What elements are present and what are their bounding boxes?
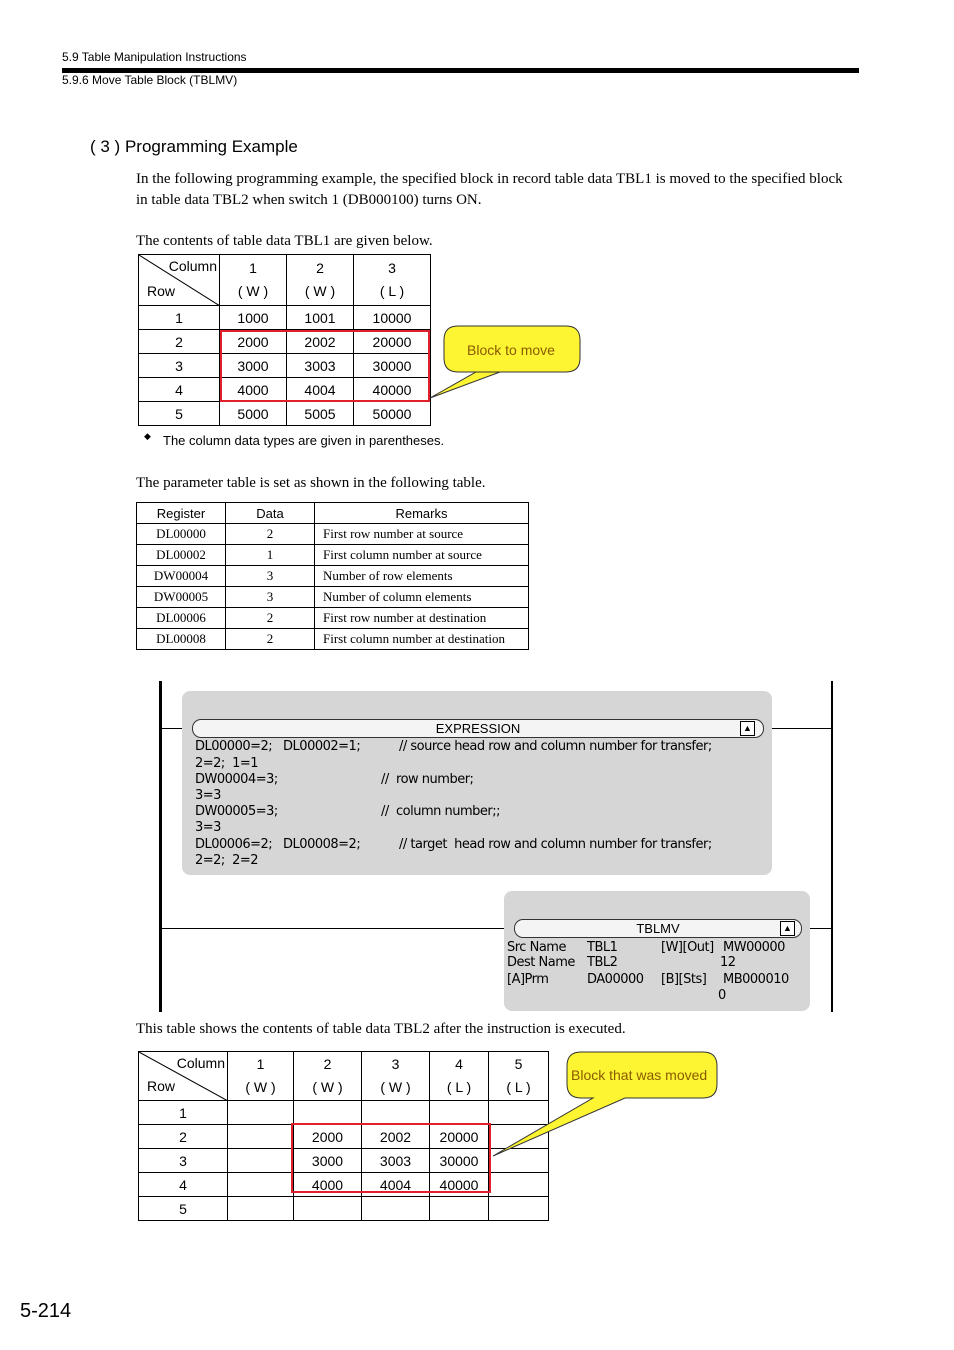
cell: 4004: [287, 378, 354, 402]
cell: 2002: [287, 330, 354, 354]
col-num: 5: [514, 1056, 523, 1072]
param-caption: The parameter table is set as shown in the following table.: [136, 475, 486, 491]
col-num: 2: [316, 260, 324, 276]
register: DL00002: [137, 545, 226, 566]
tbl2-col-header: [228, 1052, 294, 1101]
expr-comment: // column number;;: [381, 804, 501, 819]
row-label: 3: [139, 1149, 228, 1173]
tblmv-block[interactable]: [504, 891, 810, 1011]
tbl2-col-header: [362, 1052, 430, 1101]
remarks: Number of column elements: [315, 587, 529, 608]
moved-block-highlight: [291, 1123, 491, 1193]
cell: 20000: [430, 1125, 489, 1149]
col-type: ( W ): [245, 1079, 276, 1095]
col-num: 3: [388, 260, 396, 276]
tblmv-title-bar: [514, 919, 802, 938]
data: 1: [226, 545, 315, 566]
register: DW00004: [137, 566, 226, 587]
expr-code-line: 3=3: [195, 820, 221, 835]
expr-code-line: 2=2; 1=1: [195, 756, 259, 771]
cell: 1000: [220, 306, 287, 330]
tbl1-col-header: [287, 255, 354, 306]
out-value: MW00000: [723, 940, 785, 955]
expression-block[interactable]: [182, 691, 772, 875]
col-num: 1: [256, 1056, 265, 1072]
src-name-value: TBL1: [587, 940, 618, 955]
row-label: 2: [139, 330, 220, 354]
callout-block-moved: Block that was moved: [571, 1067, 708, 1083]
tblmv-title: TBLMV: [636, 921, 680, 936]
cell: 2000: [220, 330, 287, 354]
header-data: Data: [226, 503, 315, 524]
cell: 2002: [362, 1125, 430, 1149]
expr-comment: // source head row and column number for transfer;: [399, 739, 712, 754]
cell: [362, 1101, 430, 1125]
cell: [294, 1197, 362, 1221]
corner-row-label: Row: [147, 283, 176, 299]
table-row: [137, 566, 529, 587]
out-data: 12: [720, 955, 736, 970]
cell: 2000: [294, 1125, 362, 1149]
cell: 3003: [362, 1149, 430, 1173]
tbl1-corner-cell: [139, 255, 220, 306]
remarks: First row number at source: [315, 524, 529, 545]
data: 2: [226, 608, 315, 629]
expr-code-line: DW00005=3;: [195, 804, 278, 819]
cell: [228, 1173, 294, 1197]
table-row: [139, 1197, 549, 1221]
cell: [489, 1197, 549, 1221]
col-type: ( W ): [312, 1079, 343, 1095]
table-row: [137, 608, 529, 629]
callout-balloon: [485, 1048, 725, 1163]
cell: 4000: [220, 378, 287, 402]
tbl2-col-header: [430, 1052, 489, 1101]
row-label: 1: [139, 1101, 228, 1125]
table-row: [137, 524, 529, 545]
cell: 40000: [430, 1173, 489, 1197]
expr-code-line: 3=3: [195, 788, 221, 803]
intro-paragraph: In the following programming example, the specified block in record table data TBL1 is moved to the specified block in table data TBL2 when switch 1 (DB000100) turns ON.: [136, 171, 843, 208]
prm-label: [A]Prm: [507, 972, 549, 987]
cell: [362, 1197, 430, 1221]
cell: [228, 1125, 294, 1149]
ladder-left-rail: [159, 681, 162, 1012]
expr-code-line: DL00006=2; DL00008=2;: [195, 837, 361, 852]
cell: 1001: [287, 306, 354, 330]
row-label: 5: [139, 1197, 228, 1221]
param-header-row: [137, 503, 529, 524]
corner-row-label: Row: [147, 1078, 176, 1094]
ladder-right-rail: [831, 681, 833, 1012]
corner-column-label: Column: [176, 1055, 225, 1071]
remarks: Number of row elements: [315, 566, 529, 587]
register: DL00006: [137, 608, 226, 629]
block-to-move-highlight: [220, 330, 430, 402]
page-number: 5-214: [20, 1300, 72, 1322]
table-row: [137, 545, 529, 566]
collapse-icon[interactable]: ▲: [740, 721, 755, 736]
table-row: [137, 587, 529, 608]
tbl1-caption: The contents of table data TBL1 are given below.: [136, 233, 433, 249]
row-label: 4: [139, 378, 220, 402]
tbl2-caption: This table shows the contents of table data TBL2 after the instruction is executed.: [136, 1021, 626, 1037]
row-label: 4: [139, 1173, 228, 1197]
data: 2: [226, 524, 315, 545]
cell: 4000: [294, 1173, 362, 1197]
register: DL00000: [137, 524, 226, 545]
col-type: ( W ): [304, 283, 336, 299]
col-type: ( L ): [506, 1079, 531, 1095]
section-title: ( 3 ) Programming Example: [90, 137, 298, 156]
cell: 3000: [294, 1149, 362, 1173]
row-label: 3: [139, 354, 220, 378]
register: DL00008: [137, 629, 226, 650]
col-num: 2: [323, 1056, 332, 1072]
col-num: 4: [455, 1056, 463, 1072]
corner-column-label: Column: [168, 258, 217, 274]
table-row: [139, 402, 431, 426]
cell: 50000: [354, 402, 431, 426]
cell: [228, 1101, 294, 1125]
dest-name-label: Dest Name: [507, 955, 575, 970]
expression-title-bar: [192, 719, 764, 738]
remarks: First row number at destination: [315, 608, 529, 629]
callout-block-to-move: Block to move: [467, 342, 555, 358]
cell: [430, 1197, 489, 1221]
data: 2: [226, 629, 315, 650]
cell: [228, 1197, 294, 1221]
col-type: ( W ): [380, 1079, 411, 1095]
cell: 3000: [220, 354, 287, 378]
collapse-icon[interactable]: ▲: [780, 921, 795, 936]
src-name-label: Src Name: [507, 940, 566, 955]
callout-balloon: [420, 320, 590, 410]
cell: [228, 1149, 294, 1173]
tbl2-col-header: [294, 1052, 362, 1101]
expr-code-line: 2=2; 2=2: [195, 853, 259, 868]
cell: [294, 1101, 362, 1125]
cell: 4004: [362, 1173, 430, 1197]
expr-code-line: DL00000=2; DL00002=1;: [195, 739, 361, 754]
cell: 3003: [287, 354, 354, 378]
tbl1-col-header: [220, 255, 287, 306]
col-type: ( L ): [379, 283, 405, 299]
cell: [489, 1173, 549, 1197]
remarks: First column number at source: [315, 545, 529, 566]
data: 3: [226, 587, 315, 608]
row-label: 2: [139, 1125, 228, 1149]
row-label: 5: [139, 402, 220, 426]
expression-title: EXPRESSION: [435, 721, 521, 736]
header-register: Register: [137, 503, 226, 524]
col-type: ( W ): [237, 283, 269, 299]
col-num: 3: [391, 1056, 400, 1072]
expr-comment: // target head row and column number for transfer;: [399, 837, 712, 852]
header-section: 5.9 Table Manipulation Instructions: [62, 50, 247, 64]
cell: 40000: [354, 378, 431, 402]
col-num: 1: [249, 260, 257, 276]
cell: 30000: [430, 1149, 489, 1173]
tbl1-note: The column data types are given in parentheses.: [163, 433, 445, 448]
row-label: 1: [139, 306, 220, 330]
data: 3: [226, 566, 315, 587]
cell: 30000: [354, 354, 431, 378]
cell: 5000: [220, 402, 287, 426]
sts-label: [B][Sts]: [661, 972, 707, 987]
header-remarks: Remarks: [315, 503, 529, 524]
tbl2-corner-cell: [139, 1052, 228, 1101]
table-row: [137, 629, 529, 650]
table-row: [139, 306, 431, 330]
out-label: [W][Out]: [661, 940, 714, 955]
cell: 20000: [354, 330, 431, 354]
sts-data: 0: [718, 988, 726, 1003]
dest-name-value: TBL2: [587, 955, 618, 970]
tbl1-col-header: [354, 255, 431, 306]
remarks: First column number at destination: [315, 629, 529, 650]
expr-code-line: DW00004=3;: [195, 772, 278, 787]
cell: 5005: [287, 402, 354, 426]
cell: [430, 1101, 489, 1125]
bullet-icon: ◆: [144, 431, 151, 441]
expr-comment: // row number;: [381, 772, 474, 787]
register: DW00005: [137, 587, 226, 608]
param-table: [136, 502, 529, 650]
prm-value: DA00000: [587, 972, 644, 987]
cell: 10000: [354, 306, 431, 330]
sts-value: MB000010: [723, 972, 789, 987]
col-type: ( L ): [446, 1079, 472, 1095]
header-subsection: 5.9.6 Move Table Block (TBLMV): [62, 73, 238, 87]
